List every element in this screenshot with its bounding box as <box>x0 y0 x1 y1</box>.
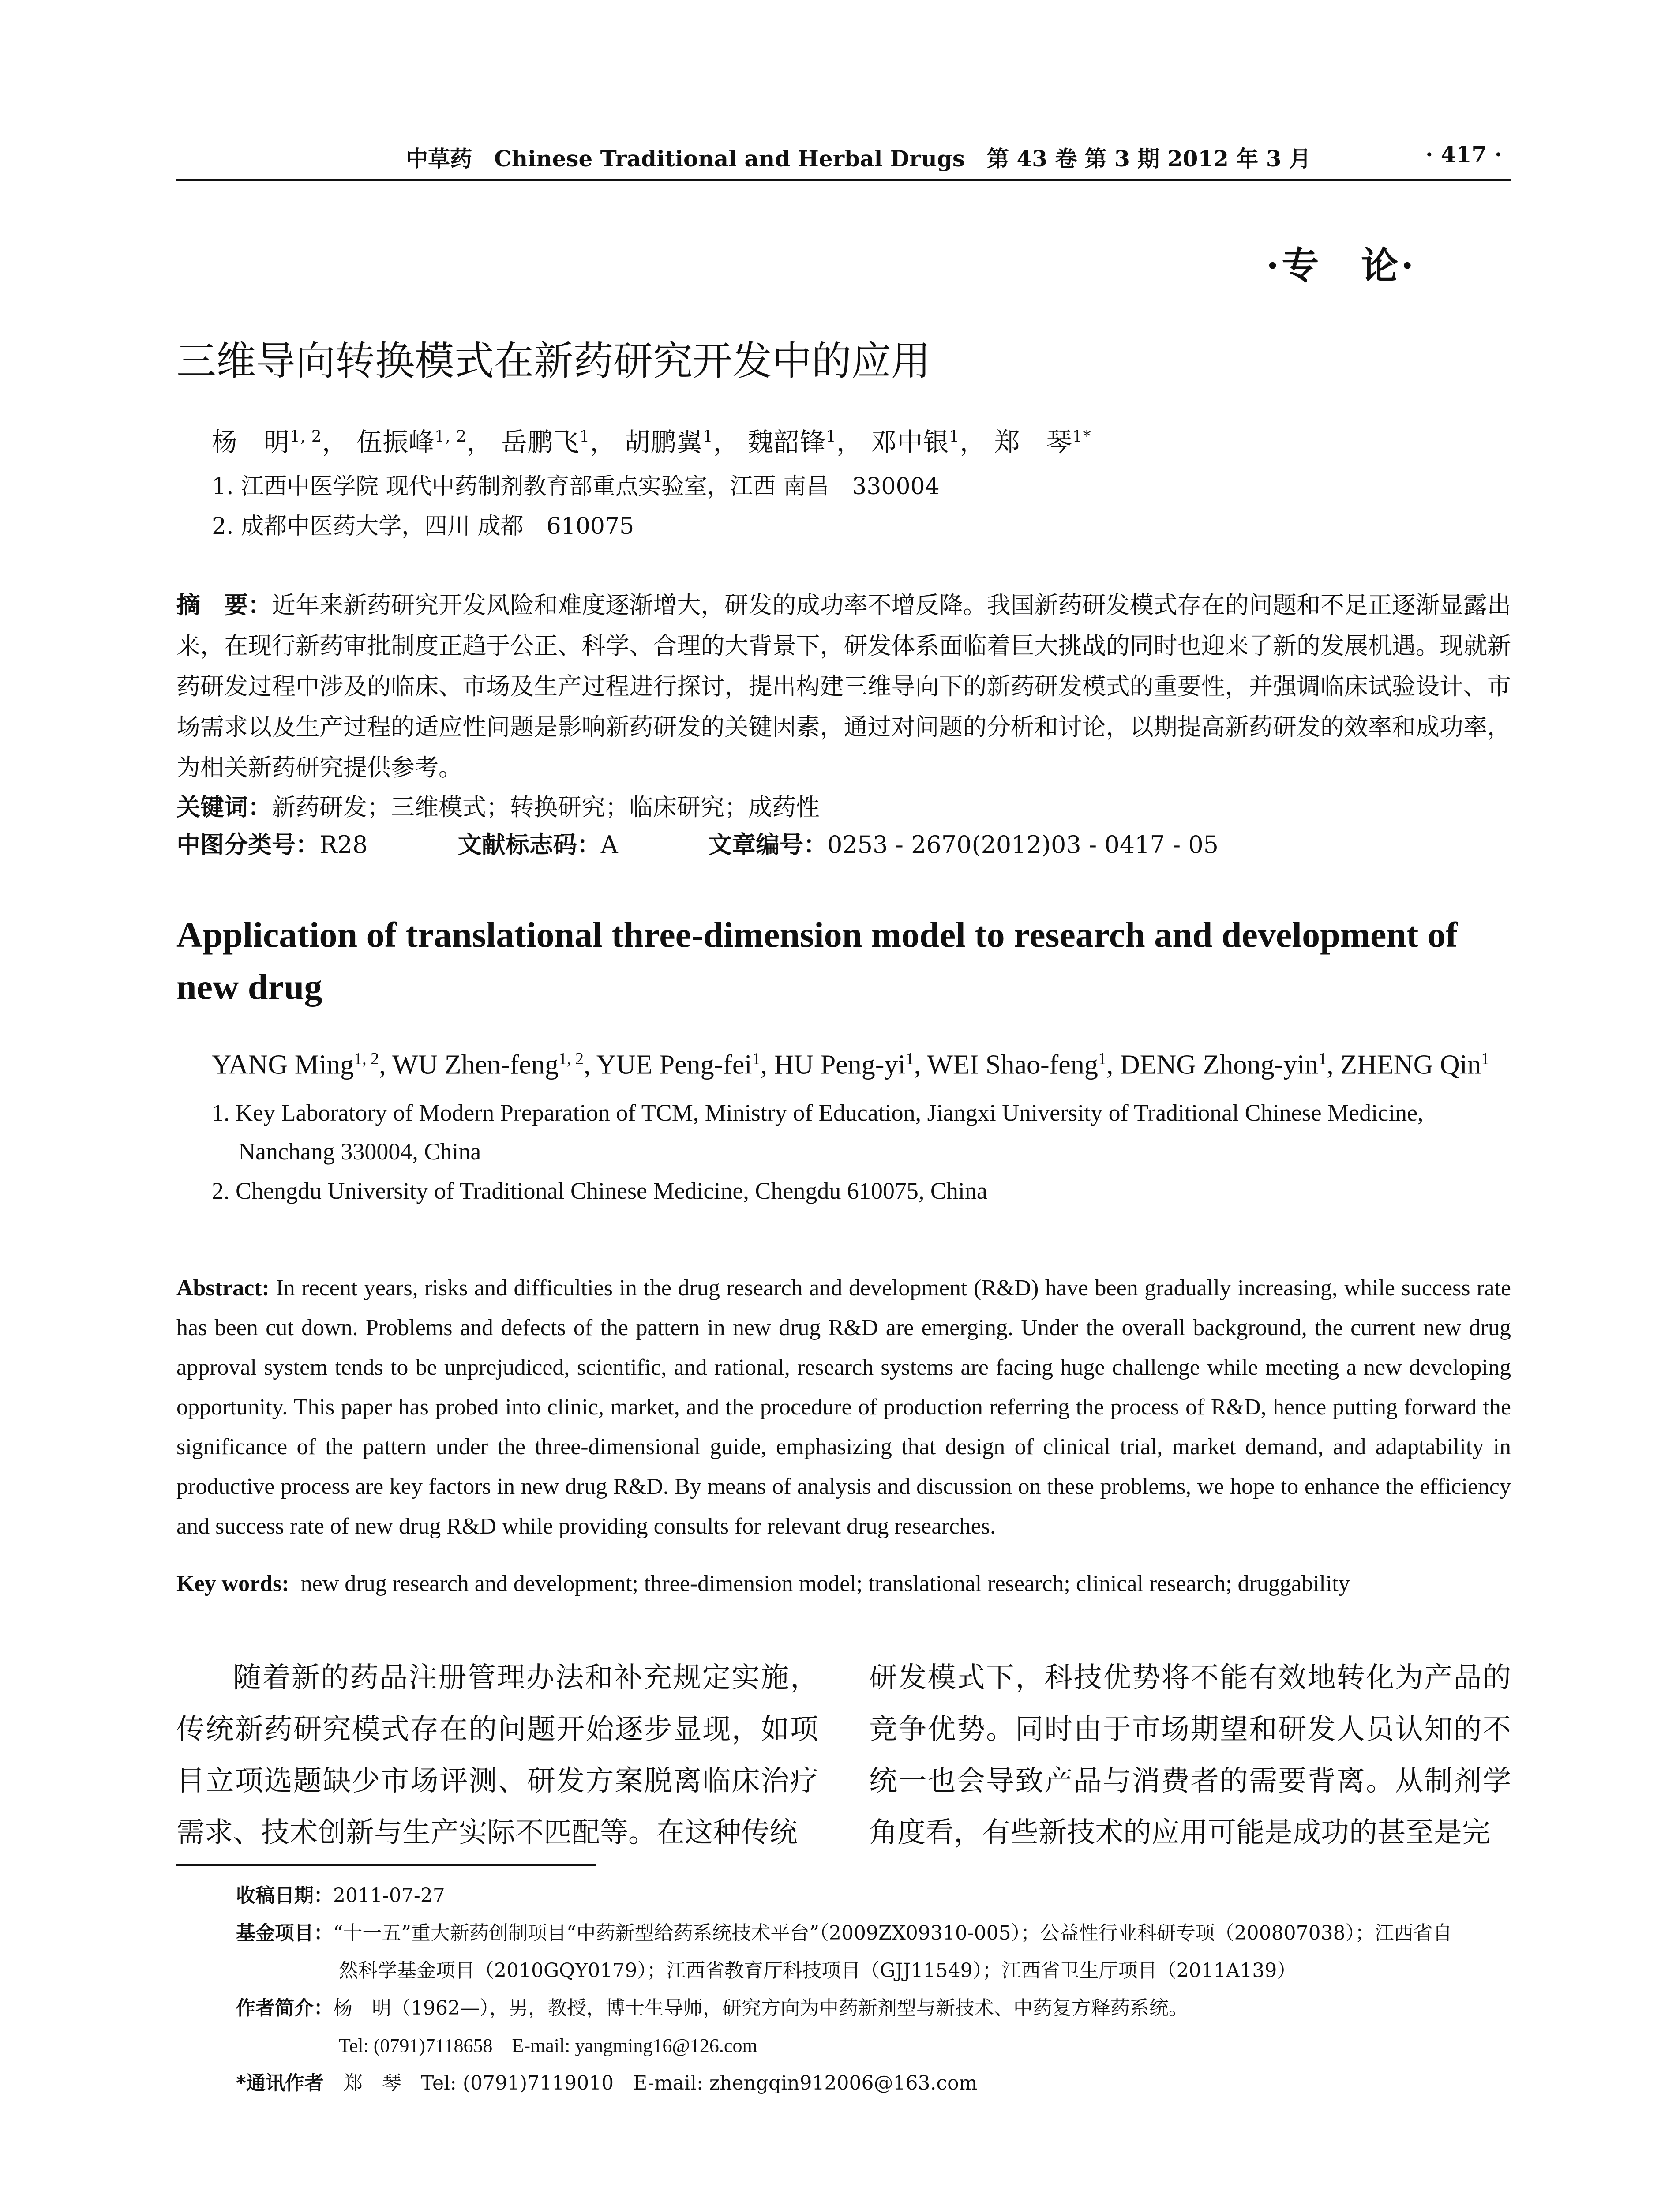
author-affiliation-mark: 1 <box>826 428 836 446</box>
keywords-text: 新药研发；三维模式；转换研究；临床研究；成药性 <box>272 793 820 821</box>
author-affiliation-mark: 1 <box>1481 1050 1489 1068</box>
chinese-keywords <box>176 787 1511 828</box>
body-column-right: 研发模式下，科技优势将不能有效地转化为产品的竞争优势。同时由于市场期望和研发人员认知的不统一也会导致产品与消费者的需要背离。从制剂学角度看，有些新技术的应用可能是成功的甚至是完 <box>869 1662 1511 1849</box>
keywords-label: Key words: <box>176 1571 289 1596</box>
author-affiliation-mark: 1 <box>905 1050 914 1068</box>
author-name: YANG Ming <box>212 1050 354 1080</box>
author-affiliation-mark: 1* <box>1072 428 1091 446</box>
journal-info: 中草药 Chinese Traditional and Herbal Drugs 第 43 卷 第 3 期 2012 年 3 月 <box>406 146 1311 172</box>
section-tag: ·专 论· <box>1266 244 1417 287</box>
author-name: 岳鹏飞 <box>501 427 580 457</box>
author-name: WU Zhen-feng <box>392 1050 559 1080</box>
chinese-title: 三维导向转换模式在新药研究开发中的应用 <box>176 338 931 384</box>
english-author-list: YANG Ming$^{1, 2}$, WU Zhen-feng$^{1, 2}$, YUE Peng-fei$^1$, HU Peng-$yi^1$, WEI Shao-feng$^1$, DENG Zhong-yin$^1$, ZHENG Qin$^1$ <box>212 1050 1489 1080</box>
english-affiliation: 1. Key Laboratory of Modern Preparation of TCM, Ministry of Education, Jiangxi University of Traditional Chinese Medicine, Nanchang 330004, China <box>212 1099 1424 1165</box>
author-affiliation-mark: 1 <box>702 428 713 446</box>
author-affiliation-mark: 1 <box>752 1050 761 1068</box>
abstract-text: 近年来新药研究开发风险和难度逐渐增大，研发的成功率不增反降。我国新药研发模式存在的问题和不足正逐渐显露出来，在现行新药审批制度正趋于公正、科学、合理的大背景下，研发体系面临着巨大挑战的同时也迎来了新的发展机遇。现就新药研发过程中涉及的临床、市场及生产过程进行探讨，提出构建三维导向下的新药研发模式的重要性，并强调临床试验设计、市场需求以及生产过程的适应性问题是影响新药研发的关键因素，通过对问题的分析和讨论，以期提高新药研发的效率和成功率，为相关新药研究提供参考。 <box>176 591 1511 781</box>
fund-label: 基金项目： <box>236 1922 333 1944</box>
keywords-text: new drug research and development; three-dimension model; translational research; clinical research; druggability <box>300 1571 1350 1596</box>
author-bio-text: 杨 明（1962—），男，教授，博士生导师，研究方向为中药新剂型与新技术、中药复方释药系统。 <box>333 1997 1188 2019</box>
author-affiliation-mark: 1, 2 <box>290 428 322 446</box>
author-contact: Tel: (0791)7118658 E-mail: yangming16@126.com <box>339 2035 758 2056</box>
abstract-text: In recent years, risks and difficulties in the drug research and development (R&D) have been gradually increasing, while success rate has been cut down. Problems and defects of the pattern in new drug R&D are emerging. Under the overall background, the current new drug approval system tends to be unprejudiced, scientific, and rational, research systems are facing huge challenge while meeting a new developing opportunity. This paper has probed into clinic, market, and the procedure of production referring the process of R&D, hence putting forward the significance of the pattern under the three-dimensional guide, emphasizing that design of clinical trial, market demand, and adaptability in productive process are key factors in new drug R&D. By means of analysis and discussion on these problems, we hope to enhance the efficiency and success rate of new drug R&D while providing consults for relevant drug researches. <box>176 1276 1511 1539</box>
author-name: DENG Zhong-yin <box>1120 1050 1319 1080</box>
author-name: ZHENG Qin <box>1340 1050 1481 1080</box>
page-number: · 417 · <box>1425 141 1502 167</box>
author-affiliation-mark: 1 <box>1318 1050 1327 1068</box>
footnote-divider <box>176 1864 596 1866</box>
chinese-affiliation: 2. 成都中医药大学，四川 成都 610075 <box>212 513 634 540</box>
chinese-abstract <box>176 585 1511 788</box>
abstract-label: Abstract: <box>176 1276 270 1301</box>
header-divider <box>176 179 1511 181</box>
author-name: 伍振峰 <box>356 427 435 457</box>
author-affiliation-mark: 1 <box>1098 1050 1106 1068</box>
classification-line <box>176 824 1511 865</box>
author-affiliation-mark: 1 <box>579 428 590 446</box>
author-affiliation-mark: 1, 2 <box>558 1050 584 1068</box>
author-name: WEI Shao-feng <box>927 1050 1098 1080</box>
running-header <box>176 137 1511 176</box>
author-name: HU Peng-yi <box>774 1050 906 1080</box>
author-name: 杨 明 <box>212 427 290 457</box>
fund-line <box>236 1915 1452 1952</box>
author-bio-label: 作者简介： <box>236 1997 333 2019</box>
received-label: 收稿日期： <box>236 1884 333 1907</box>
english-title: Application of translational three-dimension model to research and development of new drug <box>176 915 1458 1007</box>
abstract-label: 摘 要： <box>176 591 272 619</box>
english-affiliation: 2. Chengdu University of Traditional Chinese Medicine, Chengdu 610075, China <box>212 1178 987 1204</box>
author-name: 胡鹏翼 <box>624 427 703 457</box>
doc-code-label: 文献标志码： <box>458 830 601 859</box>
author-affiliation-mark: 1, 2 <box>354 1050 379 1068</box>
author-name: 魏韶锋 <box>748 427 826 457</box>
english-keywords <box>176 1564 1511 1604</box>
author-name: YUE Peng-fei <box>596 1050 752 1080</box>
fund-text: “十一五”重大新药创制项目“中药新型给药系统技术平台”（2009ZX09310-005）；公益性行业科研专项（200807038）；江西省自 <box>333 1922 1452 1944</box>
corresponding-text: 郑 琴 Tel: (0791)7119010 E-mail: zhengqin912006@163.com <box>343 2072 978 2094</box>
author-name: 邓中银 <box>871 427 949 457</box>
english-abstract <box>176 1268 1511 1546</box>
author-affiliation-mark: 1, 2 <box>435 428 467 446</box>
chinese-author-list: 杨 明$^{1, 2}$， 伍振峰$^{1, 2}$， 岳鹏飞$^1$， 胡鹏翼$^1$， 魏韶锋$^1$， 邓中银$^1$， 郑 琴$^{1*}$ <box>212 427 1091 457</box>
chinese-affiliation: 1. 江西中医学院 现代中药制剂教育部重点实验室，江西 南昌 330004 <box>212 473 940 500</box>
doc-code: A <box>600 831 618 859</box>
article-number: 0253 - 2670(2012)03 - 0417 - 05 <box>827 831 1219 859</box>
corresponding-label: *通讯作者 <box>236 2072 324 2094</box>
keywords-label: 关键词： <box>176 793 272 821</box>
clc-code: R28 <box>319 831 368 859</box>
body-column-left: 随着新的药品注册管理办法和补充规定实施，传统新药研究模式存在的问题开始逐步显现，如项目立项选题缺少市场评测、研发方案脱离临床治疗需求、技术创新与生产实际不匹配等。在这种传统 <box>176 1662 818 1849</box>
received-date <box>236 1877 445 1914</box>
author-affiliation-mark: 1 <box>949 428 960 446</box>
fund-line-continued: 然科学基金项目（2010GQY0179）；江西省教育厅科技项目（GJJ11549）；江西省卫生厅项目（2011A139） <box>339 1959 1297 1982</box>
received-value: 2011-07-27 <box>333 1884 445 1907</box>
article-number-label: 文章编号： <box>708 830 828 859</box>
clc-label: 中图分类号： <box>176 830 319 859</box>
author-name: 郑 琴 <box>994 427 1072 457</box>
author-bio <box>236 1990 1188 2027</box>
corresponding-author <box>236 2065 977 2102</box>
